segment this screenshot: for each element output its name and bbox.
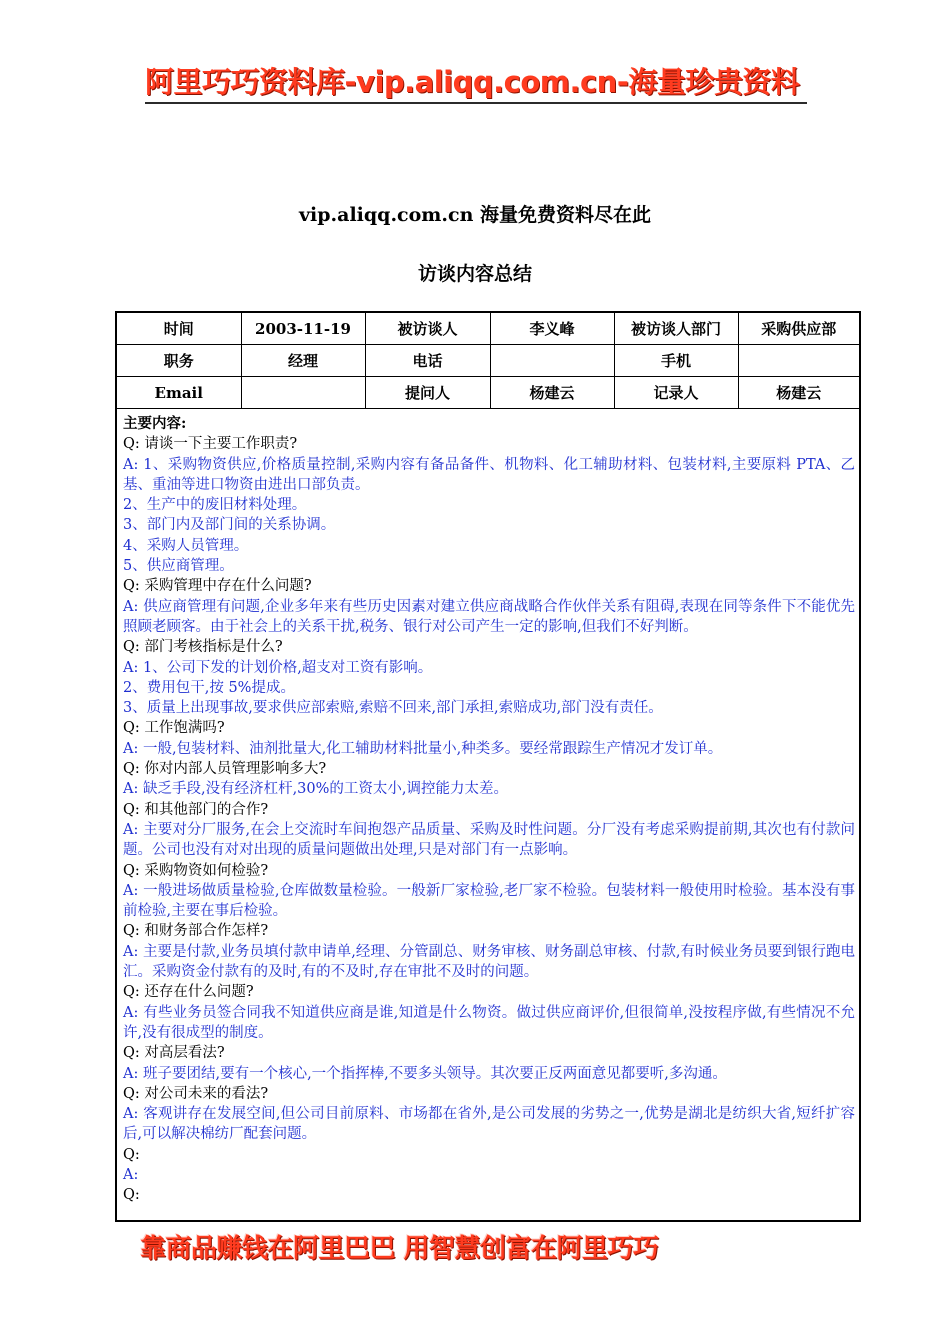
question-line: Q: 部门考核指标是什么? — [123, 639, 283, 656]
answer-line: 5、供应商管理。 — [123, 558, 234, 575]
info-cell: 记录人 — [614, 377, 738, 409]
answer-line: 4、采购人员管理。 — [123, 537, 249, 554]
info-table — [117, 313, 859, 409]
question-line: Q: 还存在什么问题? — [123, 984, 254, 1001]
info-cell: 杨建云 — [738, 377, 859, 409]
info-cell — [738, 345, 859, 377]
info-cell: 电话 — [365, 345, 490, 377]
info-row — [117, 313, 859, 345]
info-cell: 李义峰 — [490, 313, 614, 345]
content-label: 主要内容: — [123, 415, 187, 432]
info-cell — [241, 377, 365, 409]
answer-line: A: 客观讲存在发展空间,但公司目前原料、市场都在省外,是公司发展的劣势之一,优势是湖北是纺织大省,短纤扩容后,可以解决棉纺厂配套问题。 — [123, 1106, 855, 1143]
question-line: Q: 和其他部门的合作? — [123, 801, 269, 818]
question-line: Q: 请谈一下主要工作职责? — [123, 436, 298, 453]
question-line: Q: 对高层看法? — [123, 1045, 225, 1062]
answer-line: A: 班子要团结,要有一个核心,一个指挥棒,不要多头领导。其次要正反两面意见都要听,多沟通。 — [123, 1065, 727, 1082]
top-banner: 阿里巧巧资料库-vip.aliqq.com.cn-海量珍贵资料 — [145, 62, 807, 104]
answer-line: A: 一般进场做质量检验,仓库做数量检验。一般新厂家检验,老厂家不检验。包装材料一般使用时检验。基本没有事前检验,主要在事后检验。 — [123, 882, 855, 920]
question-line: Q: 采购管理中存在什么问题? — [123, 578, 312, 595]
page-title: 访谈内容总结 — [417, 263, 532, 285]
info-cell: 经理 — [241, 345, 365, 377]
answer-line: A: 供应商管理有问题,企业多年来有些历史因素对建立供应商战略合作伙伴关系有阻碍,表现在同等条件下不能优先照顾老顾客。由于社会上的关系干扰,税务、银行对公司产生一定的影响,但我们不好判断。 — [123, 598, 855, 635]
answer-line: 2、费用包干,按 5%提成。 — [123, 679, 295, 696]
answer-line: A: 有些业务员签合同我不知道供应商是谁,知道是什么物资。做过供应商评价,但很简单,没按程序做,有些情况不允许,没有很成型的制度。 — [123, 1004, 855, 1041]
interview-frame — [115, 311, 861, 1222]
answer-line: A: 主要对分厂服务,在会上交流时车间抱怨产品质量、采购及时性问题。分厂没有考虑采购提前期,其次也有付款问题。公司也没有对对出现的质量问题做出处理,只是对部门有一点影响。 — [123, 821, 855, 859]
info-cell: 2003-11-19 — [241, 313, 365, 345]
answer-line: A: 1、采购物资供应,价格质量控制,采购内容有备品备件、机物料、化工辅助材料、包装材料,主要原料 PTA、乙基、重油等进口物资由进出口部负责。 — [123, 456, 855, 493]
info-row — [117, 377, 859, 409]
info-cell: 时间 — [117, 313, 241, 345]
answer-line: A: — [123, 1166, 139, 1183]
info-cell — [490, 345, 614, 377]
question-line: Q: 对公司未来的看法? — [123, 1085, 269, 1102]
info-cell: 被访谈人部门 — [614, 313, 738, 345]
info-row — [117, 345, 859, 377]
question-line: Q: 和财务部合作怎样? — [123, 923, 269, 940]
info-cell: 被访谈人 — [365, 313, 490, 345]
question-line: Q: — [123, 1146, 140, 1163]
question-line: Q: — [123, 1187, 140, 1204]
question-line: Q: 工作饱满吗? — [123, 720, 225, 737]
info-cell: 采购供应部 — [738, 313, 859, 345]
answer-line: A: 主要是付款,业务员填付款申请单,经理、分管副总、财务审核、财务副总审核、付款,有时候业务员要到银行跑电汇。采购资金付款有的及时,有的不及时,存在审批不及时的问题。 — [123, 943, 855, 981]
content-area — [123, 414, 855, 1206]
info-cell: 职务 — [117, 345, 241, 377]
subtitle: vip.aliqq.com.cn 海量免费资料尽在此 — [298, 204, 652, 226]
bottom-banner: 靠商品赚钱在阿里巴巴 用智慧创富在阿里巧巧 — [140, 1234, 659, 1264]
answer-line: 3、质量上出现事故,要求供应部索赔,索赔不回来,部门承担,索赔成功,部门没有责任。 — [123, 700, 663, 717]
answer-line: 2、生产中的废旧材料处理。 — [123, 497, 307, 514]
question-line: Q: 采购物资如何检验? — [123, 862, 269, 879]
answer-line: A: 一般,包装材料、油剂批量大,化工辅助材料批量小,种类多。要经常跟踪生产情况才发订单。 — [123, 740, 723, 757]
info-cell: 提问人 — [365, 377, 490, 409]
question-line: Q: 你对内部人员管理影响多大? — [123, 761, 327, 778]
answer-line: A: 缺乏手段,没有经济杠杆,30%的工资太小,调控能力太差。 — [123, 781, 509, 798]
info-cell: Email — [117, 377, 241, 409]
info-cell: 杨建云 — [490, 377, 614, 409]
answer-line: 3、部门内及部门间的关系协调。 — [123, 517, 336, 534]
answer-line: A: 1、公司下发的计划价格,超支对工资有影响。 — [123, 659, 433, 676]
info-cell: 手机 — [614, 345, 738, 377]
